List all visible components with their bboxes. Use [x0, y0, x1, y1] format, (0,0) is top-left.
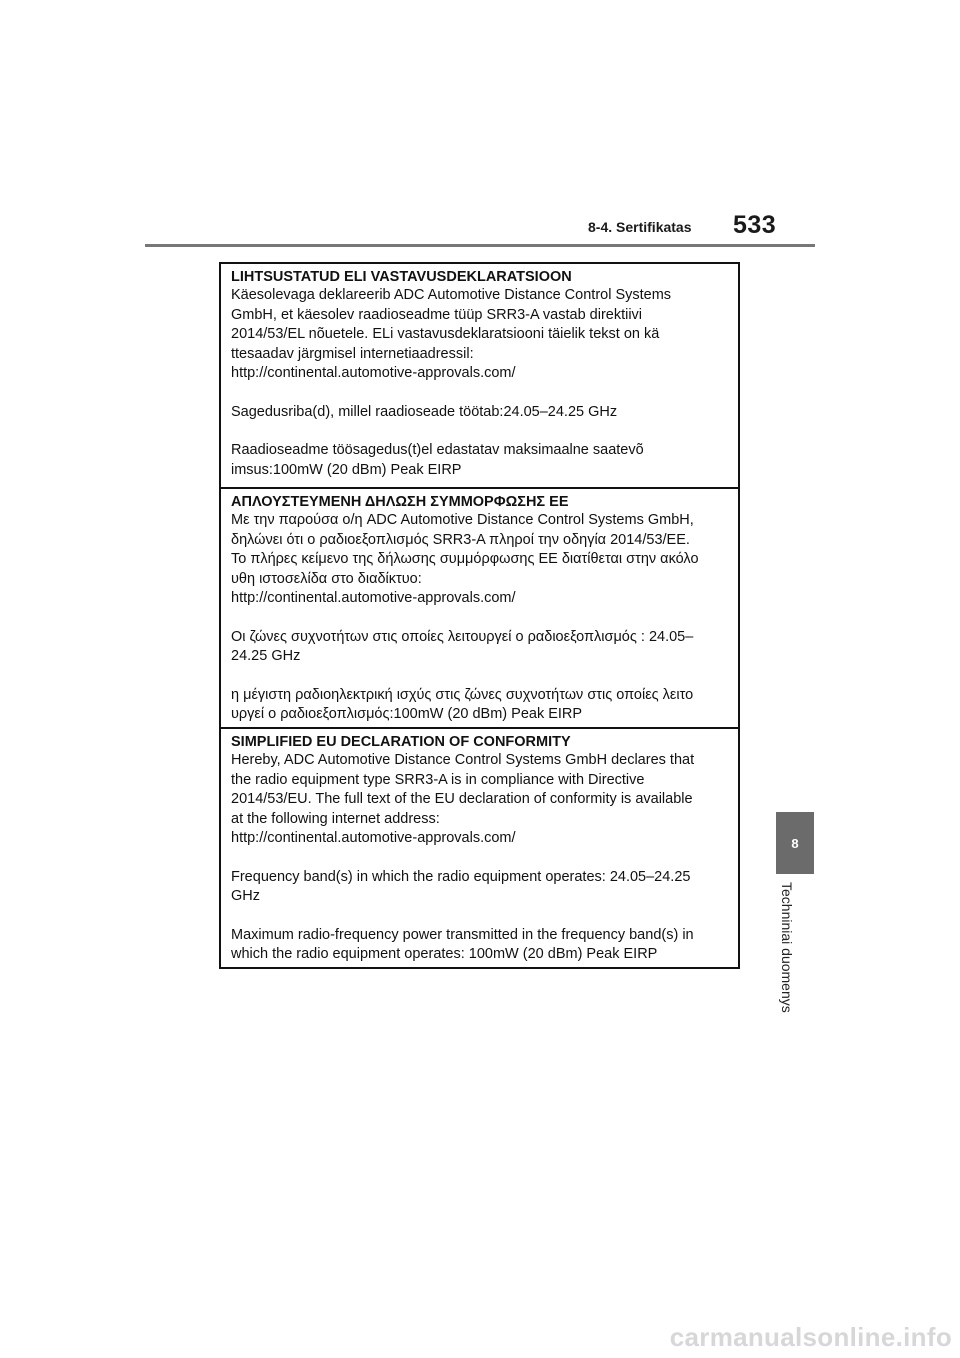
header-rule	[145, 244, 815, 247]
declaration-heading: LIHTSUSTATUD ELI VASTAVUSDEKLARATSIOON	[231, 269, 572, 285]
declaration-line: GmbH, et käesolev raadioseadme tüüp SRR3-A vastab direktiivi	[231, 306, 643, 323]
declaration-line: the radio equipment type SRR3-A is in compliance with Directive	[231, 771, 645, 788]
declaration-english	[221, 727, 738, 967]
declaration-line: at the following internet address:	[231, 810, 440, 827]
chapter-label: Techniniai duomenys	[779, 882, 795, 1013]
declaration-line: δηλώνει ότι ο ραδιοεξοπλισμός SRR3-A πληροί την οδηγία 2014/53/ΕΕ.	[231, 531, 690, 548]
declaration-url: http://continental.automotive-approvals.com/	[231, 590, 516, 606]
power-line: η μέγιστη ραδιοηλεκτρική ισχύς στις ζώνες συχνοτήτων στις οποίες λειτο	[231, 686, 694, 703]
power-line: which the radio equipment operates: 100mW (20 dBm) Peak EIRP	[231, 946, 658, 962]
power-line: υργεί ο ραδιοεξοπλισμός:100mW (20 dBm) Peak EIRP	[231, 706, 583, 722]
page-number: 533	[733, 211, 777, 239]
chapter-tab: 8	[776, 812, 814, 874]
declaration-line: ttesaadav järgmisel internetiaadressil:	[231, 345, 474, 362]
declaration-line: Με την παρούσα ο/η ADC Automotive Distance Control Systems GmbH,	[231, 512, 694, 528]
section-header: 8-4. Sertifikatas	[588, 219, 692, 235]
power-line: imsus:100mW (20 dBm) Peak EIRP	[231, 461, 462, 478]
declaration-url: http://continental.automotive-approvals.com/	[231, 830, 516, 846]
declaration-estonian	[221, 264, 738, 487]
declaration-line: υθη ιστοσελίδα στο διαδίκτυο:	[231, 570, 422, 587]
power-line: Maximum radio-frequency power transmitted in the frequency band(s) in	[231, 926, 694, 943]
declaration-url: http://continental.automotive-approvals.com/	[231, 365, 516, 381]
frequency-line: Sagedusriba(d), millel raadioseade töötab:24.05–24.25 GHz	[231, 403, 618, 420]
watermark: carmanualsonline.info	[669, 1322, 952, 1352]
frequency-line: Οι ζώνες συχνοτήτων στις οποίες λειτουργεί ο ραδιοεξοπλισμός : 24.05–	[231, 628, 694, 645]
frequency-line: GHz	[231, 888, 260, 904]
declaration-line: 2014/53/EL nõuetele. ELi vastavusdeklaratsiooni täielik tekst on kä	[231, 326, 660, 342]
declaration-heading: SIMPLIFIED EU DECLARATION OF CONFORMITY	[231, 734, 571, 750]
declaration-line: Hereby, ADC Automotive Distance Control Systems GmbH declares that	[231, 752, 695, 768]
declaration-line: Käesolevaga deklareerib ADC Automotive Distance Control Systems	[231, 287, 672, 303]
frequency-line: 24.25 GHz	[231, 648, 301, 664]
declaration-line: Το πλήρες κείμενο της δήλωσης συμμόρφωσης ΕΕ διατίθεται στην ακόλο	[231, 551, 699, 567]
declaration-greek	[221, 487, 738, 727]
declaration-box	[219, 262, 740, 969]
frequency-line: Frequency band(s) in which the radio equipment operates: 24.05–24.25	[231, 868, 691, 885]
declaration-heading: ΑΠΛΟΥΣΤΕΥΜΕΝΗ ΔΗΛΩΣΗ ΣΥΜΜΟΡΦΩΣΗΣ ΕΕ	[231, 494, 569, 510]
power-line: Raadioseadme töösagedus(t)el edastatav maksimaalne saatevõ	[231, 442, 644, 458]
declaration-line: 2014/53/EU. The full text of the EU declaration of conformity is available	[231, 791, 693, 807]
